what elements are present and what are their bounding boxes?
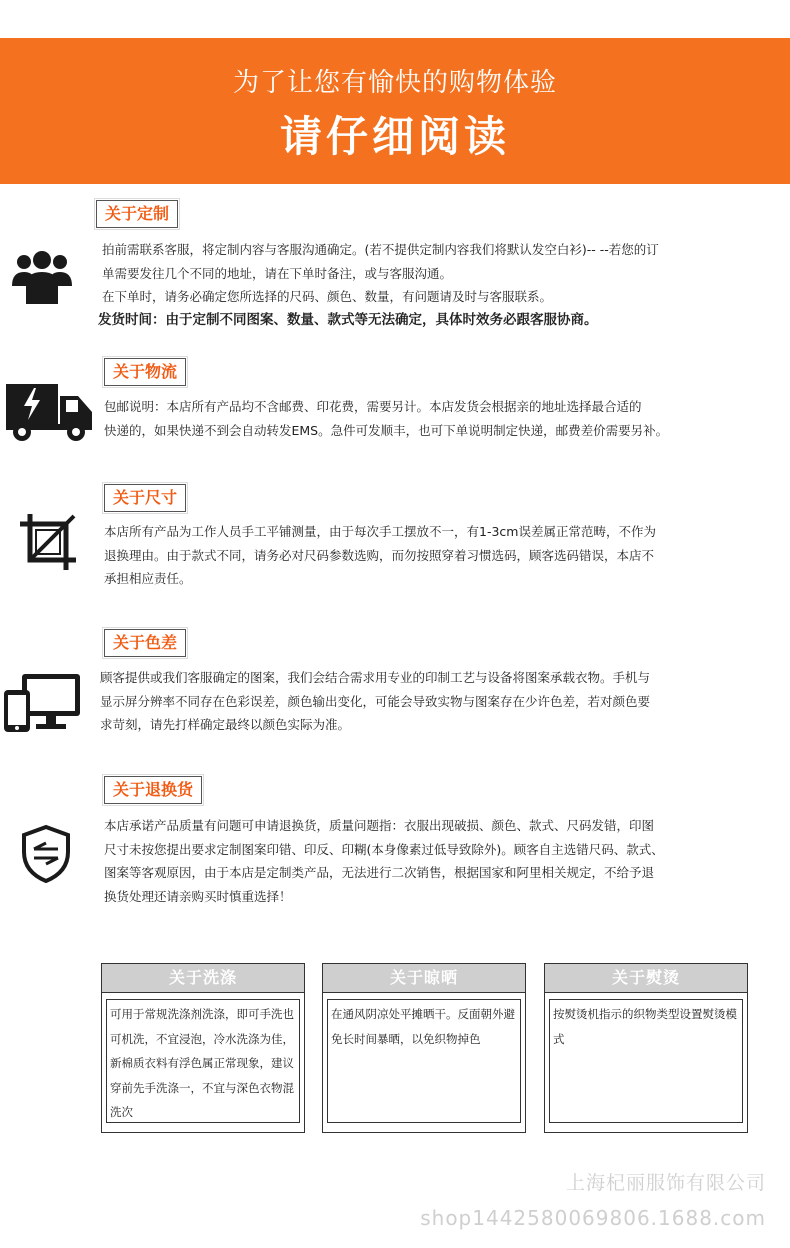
returns-line-2: 尺寸未按您提出要求定制图案印错、印反、印糊(本身像素过低导致除外)。顾客自主选错尺码、款式、 bbox=[104, 841, 664, 857]
section-text-returns bbox=[104, 814, 774, 908]
custom-line-4: 发货时间：由于定制不同图案、数量、款式等无法确定，具体时效务必跟客服协商。 bbox=[98, 311, 598, 328]
users-icon bbox=[10, 246, 74, 310]
section-text-color bbox=[100, 666, 770, 737]
section-text-logistics bbox=[104, 395, 774, 442]
care-box-wash bbox=[101, 963, 305, 1133]
section-title-color: 关于色差 bbox=[104, 629, 186, 657]
custom-line-3: 在下单时，请务必确定您所选择的尺码、颜色、数量，有问题请及时与客服联系。 bbox=[102, 289, 553, 304]
logistics-line-2: 快递的，如果快递不到会自动转发EMS。急件可发顺丰，也可下单说明制定快递，邮费差价需要另补。 bbox=[104, 422, 669, 438]
section-text-size bbox=[104, 520, 774, 591]
size-line-3: 承担相应责任。 bbox=[104, 571, 192, 586]
crop-icon bbox=[18, 512, 78, 576]
size-line-2: 退换理由。由于款式不同，请务必对尺码参数选购，而勿按照穿着习惯选码，顾客选码错误，本店不 bbox=[104, 547, 655, 563]
banner-subtitle: 为了让您有愉快的购物体验 bbox=[232, 68, 557, 98]
watermark-url: shop1442580069806.1688.com bbox=[420, 1206, 766, 1230]
section-text-custom bbox=[98, 238, 762, 332]
size-line-1: 本店所有产品为工作人员手工平铺测量，由于每次手工摆放不一，有1-3cm误差属正常范畴，不作为 bbox=[104, 524, 656, 539]
watermark-company: 上海杞丽服饰有限公司 bbox=[565, 1172, 766, 1194]
banner-title: 请仔细阅读 bbox=[279, 112, 510, 161]
section-title-size: 关于尺寸 bbox=[104, 484, 186, 512]
care-title-dry: 关于晾晒 bbox=[323, 964, 525, 993]
section-title-custom: 关于定制 bbox=[96, 200, 178, 228]
custom-line-1: 拍前需联系客服，将定制内容与客服沟通确定。(若不提供定制内容我们将默认发空白衫)-- --若您的订 bbox=[102, 242, 659, 257]
logistics-line-1: 包邮说明：本店所有产品均不含邮费、印花费，需要另计。本店发货会根据亲的地址选择最合适的 bbox=[104, 399, 642, 414]
color-line-1: 顾客提供或我们客服确定的图案，我们会结合需求用专业的印制工艺与设备将图案承载衣物。手机与 bbox=[100, 670, 651, 685]
care-text-wash: 可用于常规洗涤剂洗涤，即可手洗也可机洗，不宜浸泡，冷水洗涤为佳，新棉质衣料有浮色属正常现象，建议穿前先手洗涤一，不宜与深色衣物混洗次 bbox=[106, 999, 300, 1123]
care-box-iron bbox=[544, 963, 748, 1133]
section-title-logistics: 关于物流 bbox=[104, 358, 186, 386]
shield-exchange-icon bbox=[20, 824, 72, 888]
color-line-3: 求苛刻，请先打样确定最终以颜色实际为准。 bbox=[100, 717, 351, 732]
care-text-iron: 按熨烫机指示的织物类型设置熨烫模式 bbox=[549, 999, 743, 1123]
color-line-2: 显示屏分辨率不同存在色彩误差，颜色输出变化，可能会导致实物与图案存在少许色差，若对颜色要 bbox=[100, 693, 651, 709]
returns-line-1: 本店承诺产品质量有问题可申请退换货，质量问题指：衣服出现破损、颜色、款式、尺码发错，印图 bbox=[104, 818, 655, 833]
care-title-iron: 关于熨烫 bbox=[545, 964, 747, 993]
returns-line-3: 图案等客观原因，由于本店是定制类产品，无法进行二次销售，根据国家和阿里相关规定，不给予退 bbox=[104, 865, 655, 880]
devices-icon bbox=[2, 668, 82, 738]
care-title-wash: 关于洗涤 bbox=[102, 964, 304, 993]
returns-line-4: 换货处理还请亲购买时慎重选择！ bbox=[104, 888, 292, 904]
care-text-dry: 在通风阴凉处平摊晒干。反面朝外避免长时间暴晒，以免织物掉色 bbox=[327, 999, 521, 1123]
header-banner bbox=[0, 38, 790, 184]
delivery-truck-icon bbox=[4, 382, 94, 448]
care-box-dry bbox=[322, 963, 526, 1133]
custom-line-2: 单需要发往几个不同的地址，请在下单时备注，或与客服沟通。 bbox=[102, 265, 453, 281]
section-title-returns: 关于退换货 bbox=[104, 776, 202, 804]
